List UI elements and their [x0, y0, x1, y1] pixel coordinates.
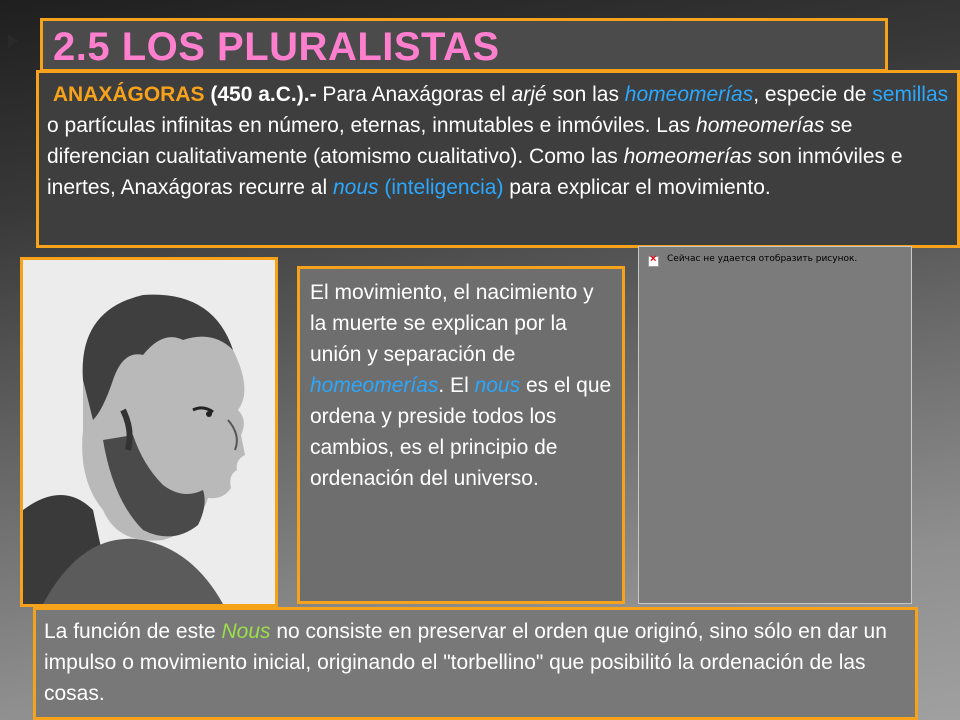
middle-term-homeomerias: homeomerías [310, 374, 439, 397]
slide-title: 2.5 LOS PLURALISTAS [53, 25, 500, 69]
anaxagoras-portrait [20, 257, 278, 607]
bottom-term-nous: Nous [221, 620, 271, 643]
term-homeomerias-3: homeomerías [623, 145, 752, 168]
term-arje: arjé [511, 83, 547, 106]
broken-image-icon [648, 256, 659, 267]
intro-text-5: se diferencian cualitativamente (atomismo cualitativo). Como las [47, 114, 853, 168]
anaxagoras-name: ANAXÁGORAS [52, 83, 205, 106]
title-box [40, 18, 888, 72]
bottom-text-2: no consiste en preservar el orden que originó, sino sólo en dar un impulso o movimiento inicial, originando el "torbellino" que posibilitó la ordenación de las cosas. [44, 620, 887, 705]
bottom-text-1: La función de este [44, 620, 222, 643]
middle-text-3: es el que ordena y preside todos los cambios, es el principio de ordenación del universo. [310, 374, 612, 490]
slide-bullet-arrow [8, 34, 18, 48]
anaxagoras-date: (450 a.C.).- [204, 83, 317, 106]
broken-image-message: Сейчас не удается отобразить рисунок. [667, 254, 858, 264]
middle-text-2: . El [438, 374, 475, 397]
intro-text-8: para explicar el movimiento. [503, 176, 771, 199]
term-homeomerias: homeomerías [624, 83, 754, 106]
intro-text-4: o partículas infinitas en número, eternas, inmutables e inmóviles. Las [47, 114, 697, 137]
middle-term-nous: nous [474, 374, 521, 397]
term-homeomerias-2: homeomerías [696, 114, 825, 137]
term-nous: nous [332, 176, 379, 199]
intro-text-6: son inmóviles e inertes, Anaxágoras recurre al [47, 145, 903, 199]
broken-image-placeholder [638, 246, 912, 604]
term-semillas: semillas [872, 83, 949, 106]
middle-text-1: El movimiento, el nacimiento y la muerte se explican por la unión y separación de [310, 281, 594, 366]
intro-text-1: Para Anaxágoras el [316, 83, 512, 106]
intro-paragraph [36, 70, 960, 248]
portrait-drawing [23, 260, 275, 604]
nous-paragraph [33, 607, 918, 720]
movement-paragraph [297, 266, 625, 604]
intro-text-2: son las [546, 83, 625, 106]
term-inteligencia: (inteligencia) [384, 176, 504, 199]
intro-text-3: , especie de [753, 83, 873, 106]
